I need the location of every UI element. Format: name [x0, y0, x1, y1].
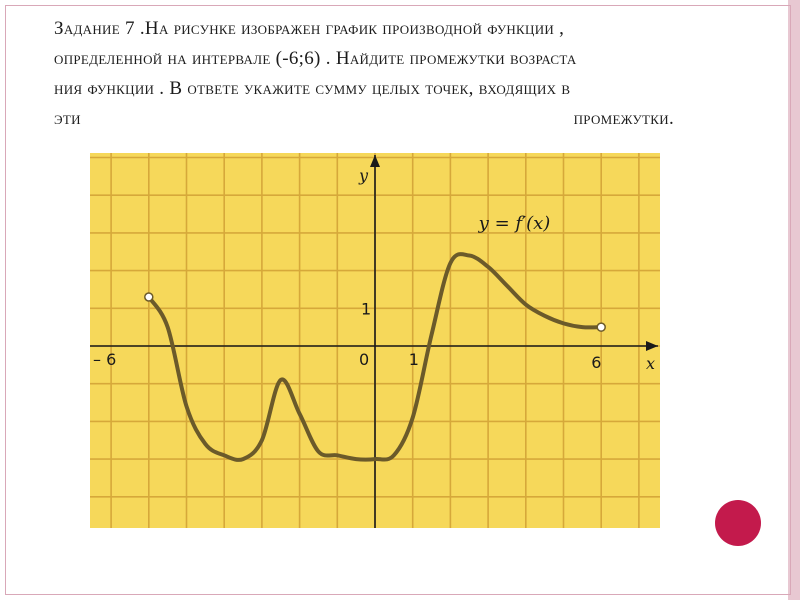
tick-label-x-one: 1	[408, 350, 419, 369]
derivative-graph	[90, 153, 660, 528]
open-endpoint-right	[597, 323, 605, 331]
graph-svg	[90, 153, 660, 528]
task-line-1: Задание 7 .На рисунке изображен график производной функции ,	[54, 18, 565, 39]
y-axis-label: y	[359, 166, 369, 185]
task-line-2: определенной на интервале (-6;6) . Найдите промежутки возраста	[54, 48, 577, 69]
task-statement	[54, 14, 694, 134]
task-line-3: ния функции . В ответе укажите сумму целых точек, входящих в	[54, 78, 571, 99]
x-axis-label: x	[646, 354, 656, 373]
task-line-4	[54, 104, 674, 134]
open-endpoint-left	[145, 293, 153, 301]
tick-label-y-one: 1	[361, 299, 372, 319]
decorative-circle	[715, 500, 761, 546]
task-line-4-left: эти	[54, 108, 81, 129]
series-label: y = f′(x)	[478, 213, 551, 234]
tick-label-x-min: – 6	[93, 350, 117, 369]
tick-label-origin: 0	[359, 350, 370, 369]
tick-label-x-max: 6	[591, 353, 602, 372]
task-line-4-right: промежутки.	[573, 108, 674, 129]
